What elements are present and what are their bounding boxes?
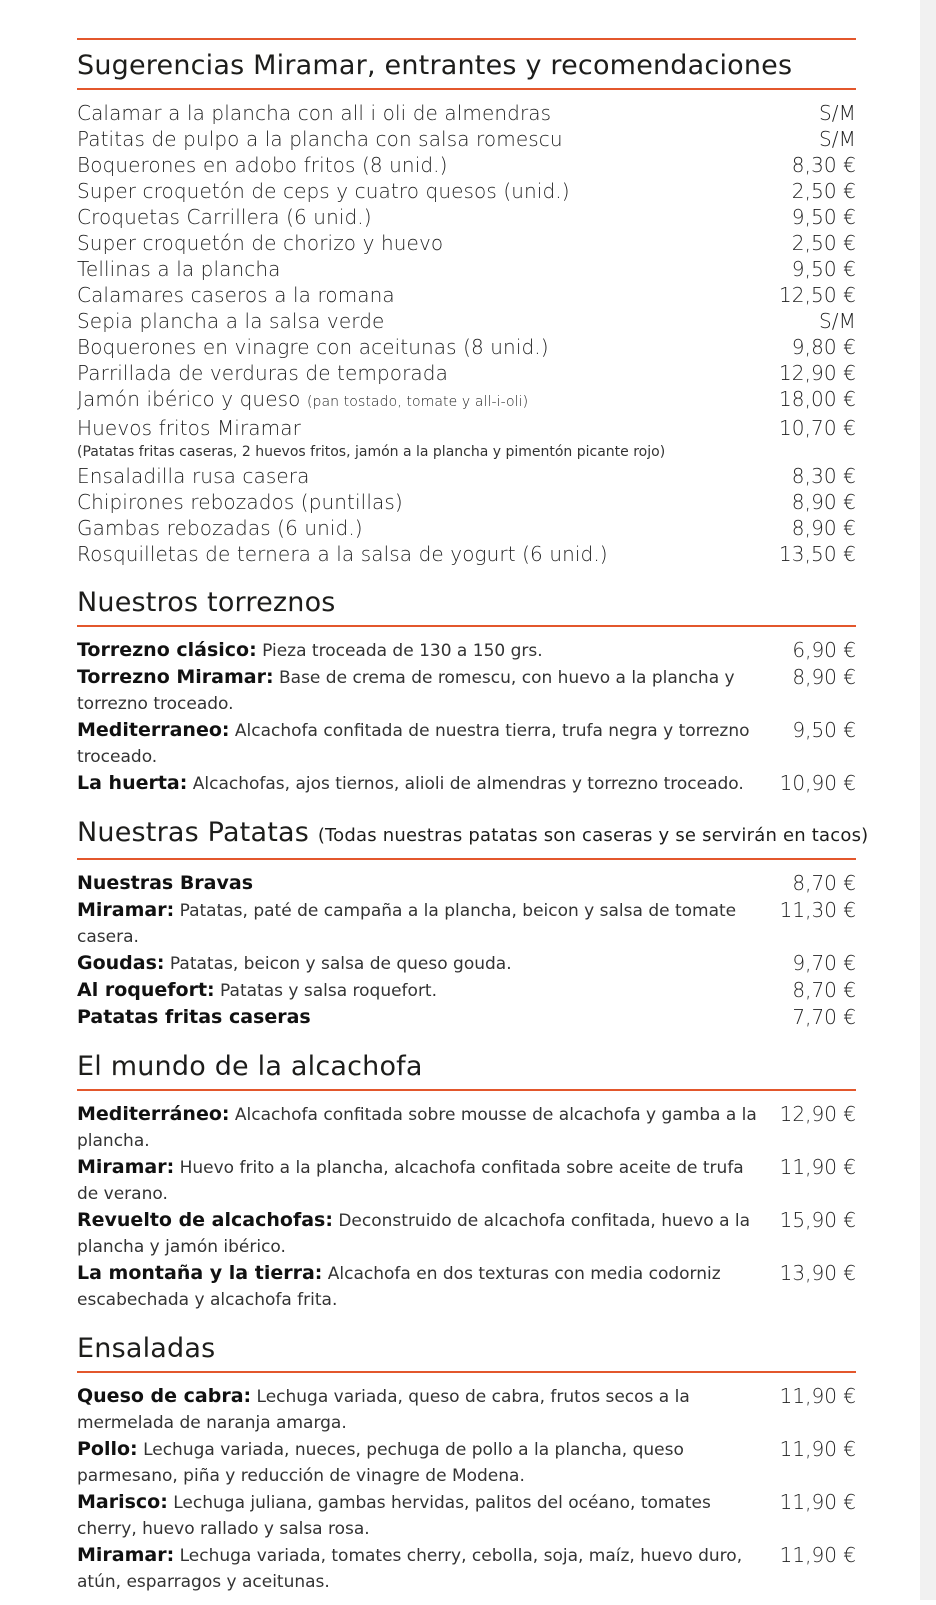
item-name: Nuestras Bravas — [77, 872, 254, 894]
menu-item — [77, 489, 856, 515]
menu-item — [77, 1004, 856, 1031]
item-name: Tellinas a la plancha — [77, 257, 281, 281]
item-price: 8,70 € — [792, 871, 856, 895]
item-name: Revuelto de alcachofas: — [77, 1209, 333, 1231]
section-header — [77, 1041, 856, 1091]
item-description: Lechuga variada, nueces, pechuga de pollo a la plancha, queso parmesano, piña y reducción de vinagre de Modena. — [77, 1440, 684, 1486]
item-name: Queso de cabra: — [77, 1385, 252, 1407]
item-price: 8,90 € — [791, 516, 856, 540]
menu-item — [77, 1542, 856, 1595]
item-price: 11,90 € — [779, 1543, 856, 1567]
menu-item — [77, 1260, 856, 1313]
menu-item — [77, 950, 856, 977]
item-name: Torrezno clásico: — [77, 639, 257, 661]
section-title: Sugerencias Miramar, entrantes y recomendaciones — [77, 50, 793, 81]
item-name: Mediterraneo: — [77, 719, 230, 741]
item-name: Croquetas Carrillera (6 unid.) — [77, 205, 372, 229]
menu-item — [77, 1207, 856, 1260]
menu-item — [77, 282, 856, 308]
menu-item — [77, 1101, 856, 1154]
item-description: Lechuga variada, queso de cabra, frutos secos a la mermelada de naranja amarga. — [77, 1387, 690, 1433]
item-price: 12,90 € — [778, 361, 856, 385]
item-name: Torrezno Miramar: — [77, 666, 274, 688]
item-name: Gambas rebozadas (6 unid.) — [77, 516, 363, 540]
section-alcachofa — [77, 1041, 856, 1313]
item-price: 9,70 € — [792, 951, 856, 975]
item-price: 9,50 € — [791, 205, 856, 229]
menu-item — [77, 977, 856, 1004]
menu-item — [77, 1154, 856, 1207]
item-name: Ensaladilla rusa casera — [77, 464, 310, 488]
section-title: Nuestros torreznos — [77, 587, 336, 618]
item-name: Super croquetón de ceps y cuatro quesos (unid.) — [77, 179, 570, 203]
menu-item — [77, 100, 856, 126]
section-title: Ensaladas — [77, 1333, 216, 1364]
item-price: 9,50 € — [792, 718, 856, 742]
item-price: 8,90 € — [791, 490, 856, 514]
item-price: 13,50 € — [778, 542, 856, 566]
item-description: Alcachofas, ajos tiernos, alioli de almendras y torrezno troceado. — [192, 774, 744, 794]
item-price: 10,70 € — [778, 416, 856, 440]
item-description: Patatas, beicon y salsa de queso gouda. — [169, 954, 512, 974]
item-description: Lechuga juliana, gambas hervidas, palitos del océano, tomates cherry, huevo rallado y salsa rosa. — [77, 1493, 711, 1539]
menu-item — [77, 415, 856, 441]
item-price: S/M — [819, 101, 856, 125]
item-name: Mediterráneo: — [77, 1103, 230, 1125]
item-note: (Patatas fritas caseras, 2 huevos fritos, jamón a la plancha y pimentón picante rojo) — [77, 444, 666, 460]
item-price: 8,30 € — [791, 153, 856, 177]
item-name: La huerta: — [77, 772, 188, 794]
section-header — [77, 38, 856, 90]
menu-item — [77, 204, 856, 230]
menu-item — [77, 541, 856, 567]
menu-item — [77, 770, 856, 797]
section-title: El mundo de la alcachofa — [77, 1051, 423, 1082]
item-name: Parrillada de verduras de temporada — [77, 361, 448, 385]
menu-item — [77, 230, 856, 256]
item-description: Patatas, paté de campaña a la plancha, beicon y salsa de tomate casera. — [77, 901, 737, 947]
item-name: Calamares caseros a la romana — [77, 283, 395, 307]
menu-item — [77, 360, 856, 386]
menu-item — [77, 1436, 856, 1489]
item-price: 11,90 € — [779, 1437, 856, 1461]
item-note: (pan tostado, tomate y all-i-oli) — [306, 394, 529, 410]
item-description: Pieza troceada de 130 a 150 grs. — [262, 641, 543, 661]
menu-item — [77, 717, 856, 770]
item-description: Huevo frito a la plancha, alcachofa confitada sobre aceite de trufa de verano. — [77, 1158, 744, 1204]
item-name: Marisco: — [77, 1491, 168, 1513]
item-description: Alcachofa en dos texturas con media codorniz escabechada y alcachofa frita. — [77, 1264, 721, 1310]
section-sugerencias — [77, 38, 856, 567]
section-ensaladas — [77, 1323, 856, 1595]
menu-item — [77, 178, 856, 204]
item-price: 13,90 € — [779, 1261, 856, 1285]
menu-item — [77, 870, 856, 897]
item-price: 8,30 € — [791, 464, 856, 488]
item-price: 11,90 € — [779, 1490, 856, 1514]
item-name: Super croquetón de chorizo y huevo — [77, 231, 444, 255]
item-name: Miramar: — [77, 1544, 175, 1566]
item-price: 9,50 € — [791, 257, 856, 281]
menu-item — [77, 308, 856, 334]
item-price: 15,90 € — [779, 1208, 856, 1232]
item-price: 18,00 € — [778, 387, 856, 411]
item-price: S/M — [819, 127, 856, 151]
item-name: Pollo: — [77, 1438, 138, 1460]
section-title: Nuestras Patatas — [77, 817, 310, 848]
item-name: Chipirones rebozados (puntillas) — [77, 490, 403, 514]
section-header — [77, 807, 869, 860]
item-description: Base de crema de romescu, con huevo a la plancha y torrezno troceado. — [77, 668, 735, 714]
menu-item — [77, 386, 856, 415]
item-description: Lechuga variada, tomates cherry, cebolla, soja, maíz, huevo duro, atún, esparragos y aceitunas. — [77, 1546, 743, 1592]
item-name: Patitas de pulpo a la plancha con salsa romescu — [77, 127, 563, 151]
item-price: 2,50 € — [791, 231, 856, 255]
item-price: 6,90 € — [792, 638, 856, 662]
menu-item — [77, 256, 856, 282]
section-note: (Todas nuestras patatas son caseras y se servirán en tacos) — [317, 825, 869, 846]
menu-page — [77, 38, 869, 1605]
item-price: 9,80 € — [791, 335, 856, 359]
item-name: Sepia plancha a la salsa verde — [77, 309, 385, 333]
item-description: Deconstruido de alcachofa confitada, huevo a la plancha y jamón ibérico. — [77, 1211, 751, 1257]
item-name: Miramar: — [77, 1156, 175, 1178]
scrollbar-track[interactable] — [920, 0, 936, 1600]
item-price: 12,50 € — [778, 283, 856, 307]
item-name: Miramar: — [77, 899, 175, 921]
item-price: 8,90 € — [792, 665, 856, 689]
item-description: Alcachofa confitada de nuestra tierra, trufa negra y torrezno troceado. — [77, 721, 750, 767]
item-price: 12,90 € — [779, 1102, 856, 1126]
menu-item — [77, 515, 856, 541]
item-price: 11,90 € — [779, 1384, 856, 1408]
menu-item — [77, 126, 856, 152]
item-price: S/M — [819, 309, 856, 333]
item-name: Boquerones en vinagre con aceitunas (8 unid.) — [77, 335, 549, 359]
item-name: Huevos fritos Miramar — [77, 416, 301, 440]
item-name: La montaña y la tierra: — [77, 1262, 323, 1284]
section-header — [77, 1323, 856, 1373]
item-name: Patatas fritas caseras — [77, 1006, 311, 1028]
menu-item — [77, 1489, 856, 1542]
item-price: 11,30 € — [779, 898, 856, 922]
item-name: Boquerones en adobo fritos (8 unid.) — [77, 153, 448, 177]
item-name: Goudas: — [77, 952, 165, 974]
item-description: Patatas y salsa roquefort. — [220, 981, 438, 1001]
menu-item — [77, 664, 856, 717]
menu-item — [77, 152, 856, 178]
item-price: 7,70 € — [792, 1005, 856, 1029]
menu-item — [77, 637, 856, 664]
item-price: 8,70 € — [792, 978, 856, 1002]
item-name: Al roquefort: — [77, 979, 215, 1001]
item-name: Calamar a la plancha con all i oli de almendras — [77, 101, 552, 125]
item-price: 2,50 € — [791, 179, 856, 203]
menu-item — [77, 334, 856, 360]
item-name: Jamón ibérico y queso — [77, 387, 301, 411]
section-torreznos — [77, 577, 856, 797]
item-description: Alcachofa confitada sobre mousse de alcachofa y gamba a la plancha. — [77, 1105, 757, 1151]
item-price: 11,90 € — [779, 1155, 856, 1179]
item-price: 10,90 € — [779, 771, 856, 795]
menu-item — [77, 1383, 856, 1436]
item-name: Rosquilletas de ternera a la salsa de yogurt (6 unid.) — [77, 542, 608, 566]
menu-item — [77, 897, 856, 950]
section-header — [77, 577, 856, 627]
menu-item — [77, 463, 856, 489]
section-patatas — [77, 807, 869, 1031]
